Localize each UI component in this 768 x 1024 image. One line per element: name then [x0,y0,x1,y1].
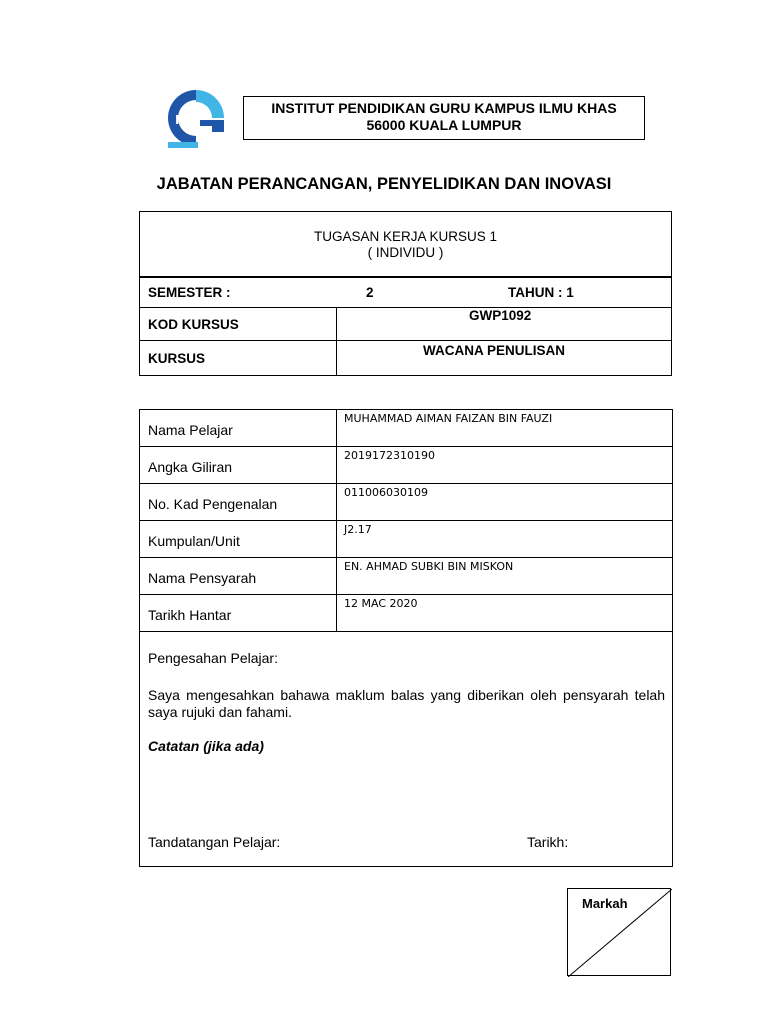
course-code-row [140,308,671,341]
confirmation-heading: Pengesahan Pelajar: [148,650,278,666]
note-label: Catatan (jika ada) [148,738,264,754]
marks-label: Markah [582,896,628,911]
course-label: KURSUS [148,351,206,366]
submit-date-value: 12 MAC 2020 [344,597,418,610]
marks-box [567,888,671,976]
semester-value: 2 [366,285,374,300]
institute-header [243,96,645,140]
table-row [140,484,672,521]
course-code-value: GWP1092 [469,308,532,323]
table-row [140,595,672,632]
course-value: WACANA PENULISAN [423,343,566,358]
semester-label: SEMESTER : [148,285,231,300]
svg-text:IPG: IPG [175,113,199,127]
date-label: Tarikh: [527,834,569,850]
confirmation-section [148,650,665,755]
assignment-title-cell [140,212,671,278]
signature-label: Tandatangan Pelajar: [148,834,281,850]
assignment-title: TUGASAN KERJA KURSUS 1 [313,229,498,244]
institute-name: INSTITUT PENDIDIKAN GURU KAMPUS ILMU KHAS [271,100,617,116]
ic-number-label: No. Kad Pengenalan [148,496,278,512]
index-number-label: Angka Giliran [148,459,233,475]
table-row [140,521,672,558]
column-divider [336,410,337,632]
lecturer-value: EN. AHMAD SUBKI BIN MISKON [344,560,514,573]
column-divider [336,308,337,376]
student-name-value: MUHAMMAD AIMAN FAIZAN BIN FAUZI [344,412,553,425]
student-name-label: Nama Pelajar [148,422,233,438]
year-label: TAHUN : 1 [508,285,574,300]
group-label: Kumpulan/Unit [148,533,240,549]
lecturer-label: Nama Pensyarah [148,570,257,586]
assignment-table [139,211,672,376]
ic-number-value: 011006030109 [344,486,428,499]
student-details-table [139,409,673,867]
course-code-label: KOD KURSUS [148,317,239,332]
semester-row [140,278,671,308]
table-row [140,410,672,447]
submit-date-label: Tarikh Hantar [148,607,232,623]
table-row [140,558,672,595]
group-value: J2.17 [344,523,372,536]
ipg-logo [166,86,226,150]
course-row [140,341,671,375]
institute-address: 56000 KUALA LUMPUR [366,117,522,133]
department-title: JABATAN PERANCANGAN, PENYELIDIKAN DAN INOVASI [156,175,612,193]
confirmation-paragraph: Saya mengesahkan bahawa maklum balas yang diberikan oleh pensyarah telah saya rujuki dan fahami. [148,687,665,720]
index-number-value: 2019172310190 [344,449,435,462]
table-row [140,447,672,484]
assignment-subtitle: ( INDIVIDU ) [367,245,444,260]
